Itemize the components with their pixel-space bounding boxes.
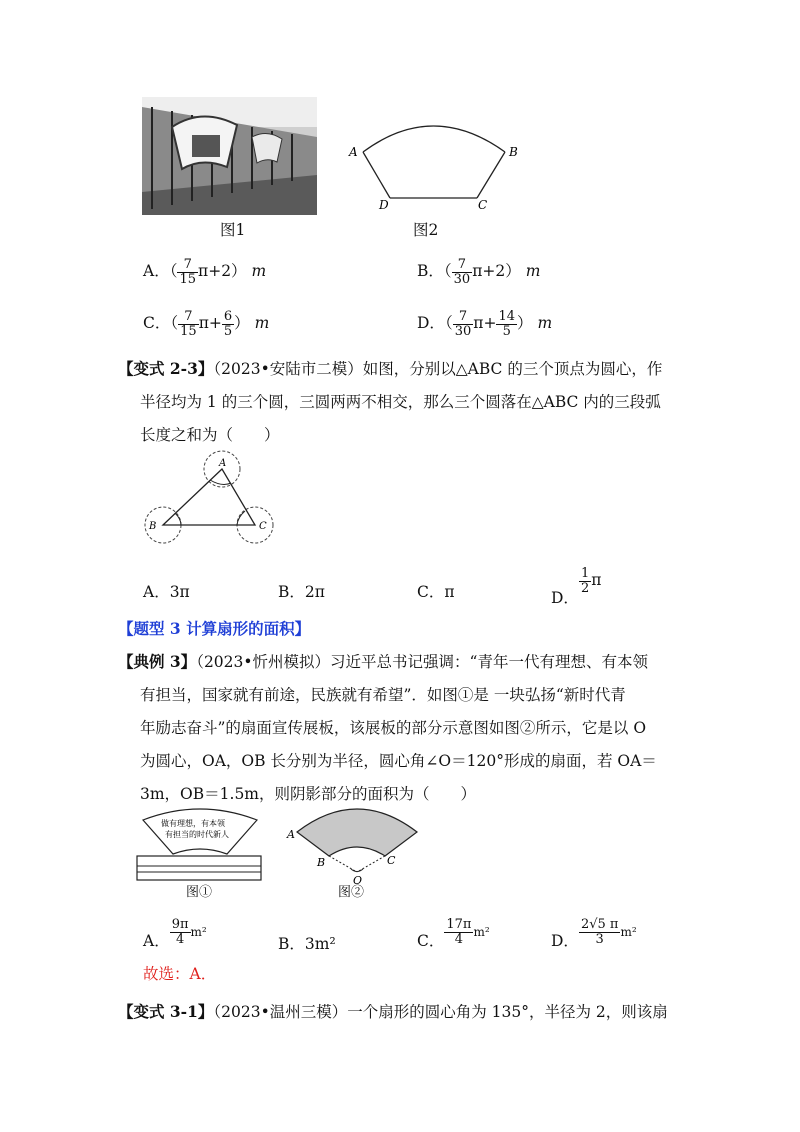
- fraction: $\frac{14}{5}$: [498, 309, 515, 339]
- answer-text: 故选：A．: [143, 965, 217, 983]
- fraction: $\frac{9\pi}{4}$: [171, 917, 189, 947]
- tri-label-c: C: [259, 521, 267, 532]
- section3-title: 【题型 3 计算扇形的面积】: [118, 619, 311, 638]
- v23-option-a: A．3π: [143, 583, 190, 601]
- fan-text-1: 做有理想，有本领: [161, 819, 225, 828]
- fig2-diagram: [345, 110, 525, 210]
- fig2-label-d: D: [379, 198, 389, 210]
- fan-board-figure: [135, 808, 265, 883]
- variant-3-1-text: [118, 995, 688, 1029]
- fig2-label-b: B: [509, 145, 518, 159]
- q1-option-a: A．（ $\frac{7}{15}$ π+2） m: [143, 257, 267, 287]
- example3-line5: 3m，OB＝1.5m，则阴影部分的面积为（ ）: [140, 785, 477, 803]
- triangle-circles-diagram: [135, 445, 285, 550]
- example3-line2: 有担当，国家就有前途，民族就有希望”．如图①是 一块弘扬“新时代青: [140, 686, 626, 704]
- fraction: $\frac{7}{15}$: [180, 309, 197, 339]
- photo-illustration: [142, 97, 317, 215]
- example3-line4: 为圆心，OA，OB 长分别为半径，圆心角∠O＝120°形成的扇面，若 OA＝: [140, 752, 657, 770]
- fraction: $\frac{17\pi}{4}$: [446, 917, 472, 947]
- ex3-option-a: A． $\frac{9\pi}{4}$ m²: [143, 917, 207, 951]
- v23-option-d: D． $\frac{1}{2}$ π: [551, 566, 602, 608]
- fraction: $\frac{7}{30}$: [453, 257, 471, 287]
- q1-option-b: B．（ $\frac{7}{30}$ π+2） m: [417, 257, 541, 287]
- fig1-photo: [142, 97, 317, 215]
- ex3-option-d: D． $\frac{2√5 \pi}{3}$ m²: [551, 917, 637, 951]
- fig2-label-c: C: [478, 198, 488, 210]
- q1-option-c: C．（ $\frac{7}{15}$ π+ $\frac{6}{5}$ ） m: [143, 309, 270, 339]
- v23-option-b: B．2π: [278, 583, 325, 601]
- fan-text-2: 有担当的时代新人: [165, 830, 229, 839]
- tri-label-b: B: [149, 521, 157, 532]
- example3-text: [118, 645, 688, 811]
- variant-2-3-text: [118, 352, 688, 452]
- example3-line3: 年励志奋斗”的扇面宣传展板，该展板的部分示意图如图②所示，它是以 O: [140, 719, 647, 737]
- fig1-caption-ex3: 图①: [186, 885, 213, 900]
- fig1-caption: 图1: [220, 221, 246, 239]
- sector-label-a: A: [287, 828, 295, 841]
- fraction: $\frac{7}{30}$: [454, 309, 472, 339]
- sector-figure: [285, 800, 435, 890]
- fraction: $\frac{7}{15}$: [179, 257, 197, 287]
- fraction: $\frac{2√5 \pi}{3}$: [580, 917, 619, 947]
- variant-3-1-line1: 【变式 3-1】（2023•温州三模）一个扇形的圆心角为 135°，半径为 2，则该扇: [118, 1002, 668, 1021]
- sector-label-o: O: [353, 874, 363, 887]
- fraction: $\frac{6}{5}$: [223, 309, 233, 339]
- variant-2-3-line1: 【变式 2-3】（2023•安陆市二模）如图，分别以△ABC 的三个顶点为圆心，作: [118, 359, 663, 378]
- example3-line1: 【典例 3】（2023•忻州模拟）习近平总书记强调：“青年一代有理想、有本领: [118, 652, 648, 671]
- sector-label-b: B: [317, 856, 326, 869]
- variant-2-3-line3: 长度之和为（ ）: [140, 426, 280, 444]
- ex3-option-b: B．3m²: [278, 935, 336, 953]
- sector-label-c: C: [387, 854, 396, 867]
- tri-label-a: A: [219, 458, 227, 469]
- fig2-caption-ex3: 图②: [338, 885, 365, 900]
- fraction: $\frac{1}{2}$: [580, 566, 590, 596]
- fig2-label-a: A: [349, 145, 358, 159]
- variant-2-3-line2: 半径均为 1 的三个圆，三圆两两不相交，那么三个圆落在△ABC 内的三段弧: [140, 393, 661, 411]
- v23-option-c: C．π: [417, 583, 455, 601]
- fig2-caption: 图2: [413, 221, 439, 239]
- q1-option-d: D．（ $\frac{7}{30}$ π+ $\frac{14}{5}$ ） m: [417, 309, 553, 339]
- ex3-option-c: C． $\frac{17\pi}{4}$ m²: [417, 917, 490, 951]
